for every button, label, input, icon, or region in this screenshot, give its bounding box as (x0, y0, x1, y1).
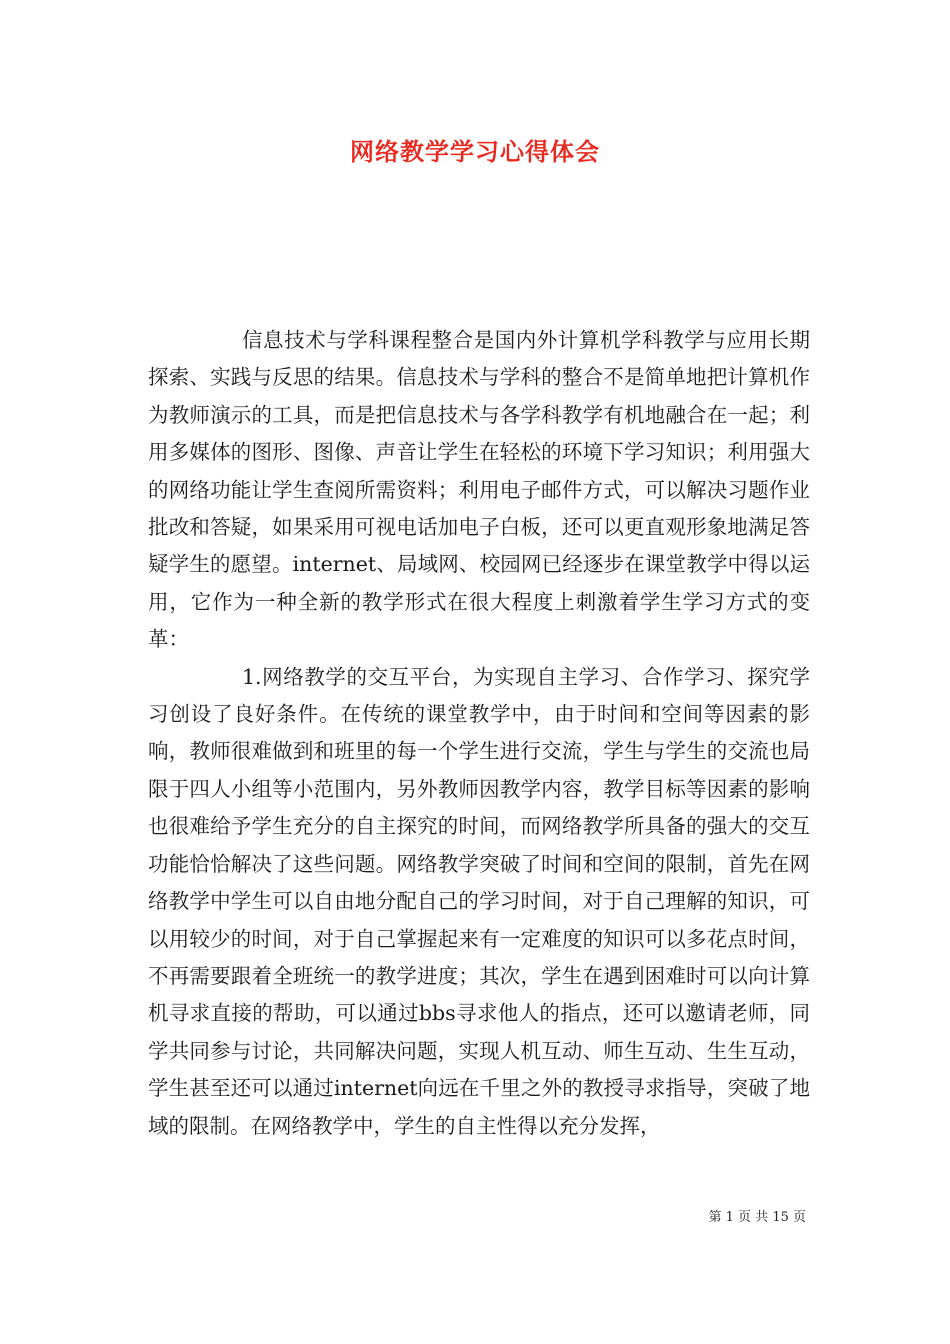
paragraph-point-1: 1.网络教学的交互平台，为实现自主学习、合作学习、探究学习创设了良好条件。在传统的课堂教学中，由于时间和空间等因素的影响，教师很难做到和班里的每一个学生进行交流，学生与学生的交流也局限于四人小组等小范围内，另外教师因教学内容，教学目标等因素的影响也很难给予学生充分的自主探究的时间，而网络教学所具备的强大的交互功能恰恰解决了这些问题。网络教学突破了时间和空间的限制，首先在网络教学中学生可以自由地分配自己的学习时间，对于自己理解的知识，可以用较少的时间，对于自己掌握起来有一定难度的知识可以多花点时间，不再需要跟着全班统一的教学进度；其次，学生在遇到困难时可以向计算机寻求直接的帮助，可以通过bbs寻求他人的指点，还可以邀请老师，同学共同参与讨论，共同解决问题，实现人机互动、师生互动、生生互动，学生甚至还可以通过internet向远在千里之外的教授寻求指导，突破了地域的限制。在网络教学中，学生的自主性得以充分发挥， (148, 664, 810, 1138)
paragraph-intro: 信息技术与学科课程整合是国内外计算机学科教学与应用长期探索、实践与反思的结果。信息技术与学科的整合不是简单地把计算机作为教师演示的工具，而是把信息技术与各学科教学有机地融合在一起；利用多媒体的图形、图像、声音让学生在轻松的环境下学习知识；利用强大的网络功能让学生查阅所需资料；利用电子邮件方式，可以解决习题作业批改和答疑，如果采用可视电话加电子白板，还可以更直观形象地满足答疑学生的愿望。internet、局域网、校园网已经逐步在课堂教学中得以运用，它作为一种全新的教学形式在很大程度上刺激着学生学习方式的变革： (148, 328, 810, 652)
document-body (148, 322, 810, 1145)
document-title: 网络教学学习心得体会 (350, 137, 600, 166)
page-footer: 第 1 页 共 15 页 (708, 1210, 806, 1225)
